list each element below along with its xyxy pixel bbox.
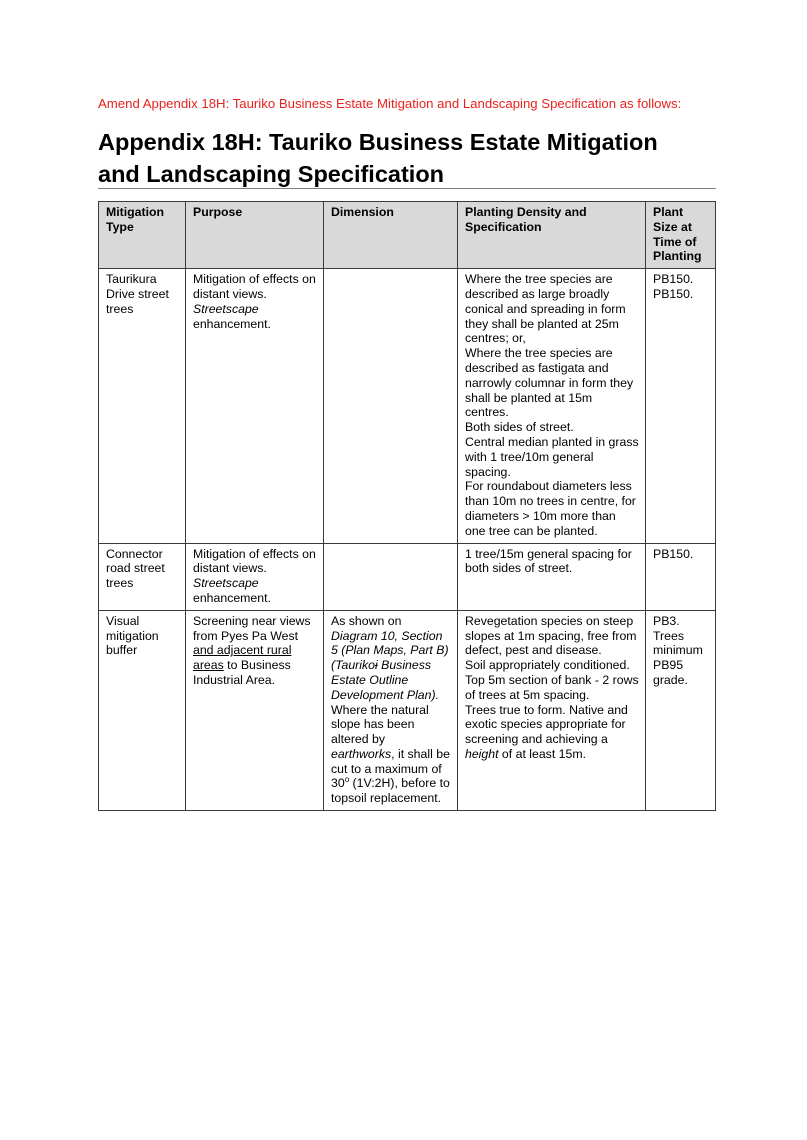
table-row	[99, 543, 716, 610]
dimension-term: earthworks	[331, 746, 392, 761]
amendment-note: Amend Appendix 18H: Tauriko Business Estate Mitigation and Landscaping Specification as follows:	[98, 96, 682, 111]
density-line: Where the tree species are described as fastigata and narrowly columnar in form they shall be planted at 15m centres.	[465, 346, 634, 420]
size-line: PB150.	[653, 546, 694, 561]
purpose-italic: Streetscape	[193, 301, 259, 316]
dimension-text: As shown on	[331, 613, 402, 628]
table-row	[99, 269, 716, 543]
header-purpose: Purpose	[186, 202, 324, 269]
cell-dimension	[324, 610, 458, 810]
cell-mitigation-type: Visual mitigation buffer	[99, 610, 186, 810]
cell-plant-size	[646, 269, 716, 543]
dimension-reference: Diagram 10, Section 5 (Plan Maps, Part B) (Taurikoi Business Estate Outline Development Plan).	[331, 628, 449, 702]
density-line: 1 tree/15m general spacing for both sides of street.	[465, 546, 632, 576]
density-line: Soil appropriately conditioned.	[465, 658, 630, 673]
cell-purpose	[186, 610, 324, 810]
cell-dimension	[324, 269, 458, 543]
header-plant-size: Plant Size at Time of Planting	[646, 202, 716, 269]
density-line: Both sides of street.	[465, 420, 574, 435]
cell-planting-density	[458, 610, 646, 810]
specification-table	[98, 201, 716, 811]
page-title	[98, 126, 728, 190]
header-dimension: Dimension	[324, 202, 458, 269]
purpose-text: Mitigation of effects on distant views.	[193, 272, 316, 301]
title-line-1: Appendix 18H: Tauriko Business Estate Mitigation	[98, 129, 658, 155]
density-line: Top 5m section of bank - 2 rows of trees at 5m spacing.	[465, 672, 639, 702]
cell-purpose	[186, 269, 324, 543]
purpose-text: Mitigation of effects on distant views.	[193, 546, 316, 576]
title-line-2: and Landscaping Specification	[98, 161, 445, 187]
dimension-text: Where the natural slope has been altered by	[331, 702, 429, 747]
density-line: Central median planted in grass with 1 tree/10m general spacing.	[465, 434, 639, 479]
cell-dimension	[324, 543, 458, 610]
cell-planting-density	[458, 543, 646, 610]
dimension-deleted-text: i	[374, 658, 378, 673]
size-line: PB150.	[653, 286, 694, 301]
header-planting-density: Planting Density and Specification	[458, 202, 646, 269]
purpose-text: Screening near views from Pyes Pa West	[193, 613, 311, 643]
density-line: Where the tree species are described as large broadly conical and spreading in form they shall be planted at 25m centres; or,	[465, 272, 626, 346]
dimension-text: , it shall be cut to a maximum of 30	[331, 746, 450, 791]
purpose-text-end: to Business Industrial Area.	[193, 658, 291, 687]
cell-mitigation-type: Connector road street trees	[99, 543, 186, 610]
dimension-text: (1V:2H), before to topsoil replacement.	[331, 776, 450, 806]
title-underline	[98, 188, 716, 189]
density-line: For roundabout diameters less than 10m no trees in centre, for diameters > 10m more than one tree can be planted.	[465, 479, 636, 538]
cell-mitigation-type: Taurikura Drive street trees	[99, 269, 186, 543]
cell-planting-density	[458, 269, 646, 543]
cell-purpose	[186, 543, 324, 610]
cell-plant-size: PB3. Trees minimum PB95 grade.	[646, 610, 716, 810]
table-header-row	[99, 202, 716, 269]
density-line: Revegetation species on steep slopes at 1m spacing, free from defect, pest and disease.	[465, 613, 637, 658]
size-line: PB150.	[653, 272, 694, 287]
density-line: Trees true to form. Native and exotic species appropriate for screening and achieving a height of at least 15m.	[465, 702, 628, 761]
purpose-italic: Streetscape	[193, 576, 259, 591]
purpose-text-end: enhancement.	[193, 316, 271, 331]
purpose-inserted-text: and adjacent rural areas	[193, 643, 292, 673]
purpose-text-end: enhancement.	[193, 590, 271, 605]
density-term: height	[465, 746, 499, 761]
header-mitigation-type: Mitigation Type	[99, 202, 186, 269]
table-row	[99, 610, 716, 810]
cell-plant-size	[646, 543, 716, 610]
degree-mark: o	[344, 775, 350, 785]
